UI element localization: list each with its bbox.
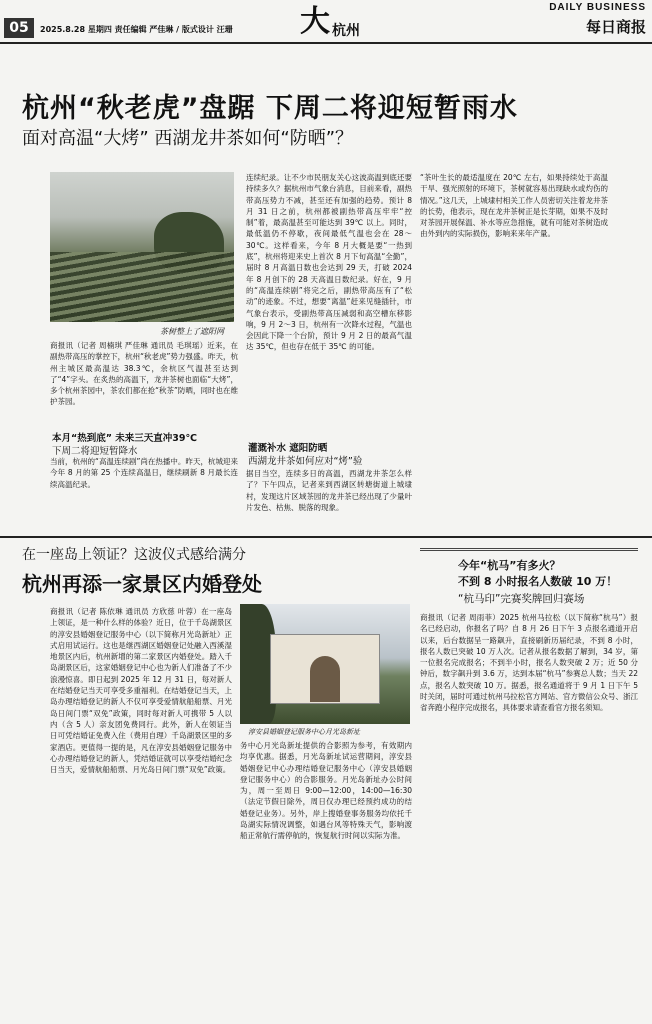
- brand-english: DAILY BUSINESS: [549, 2, 646, 13]
- article1-col1-subtitle1: 本月“热到底” 未来三天直冲39℃: [52, 433, 198, 444]
- masthead: [0, 0, 652, 44]
- marathon-article-text: 商报讯（记者 周雨菲）2025 杭州马拉松（以下简称“杭马”）报名已经启动，你报名了吗？自 8 月 26 日下午 3 点报名通道开启以来，后台数据呈一路飙升，直接刷新历届纪录，不到 8 小时，报名人数已突破 10 万人次。记者从报名数据了解到，34 岁，第一位报名完成报名；不到半小时，报名人数突破 2 万；近 50 分钟后，数字飙升到 3.6 万，达到本届“杭马”参赛总人数；当天 22 点，报名人数突破 10 万。据悉，报名通道将于 9 月 1 日下午 5 时关闭，届时可通过杭州马拉松官方网站、官方微信公众号、浙江省奔跑小程序完成报名，具体要求请查看官方报名须知。: [420, 613, 638, 713]
- marathon-line1: 今年“杭马”有多火？: [458, 559, 561, 572]
- article1-col1-text: 商报讯（记者 周楠琪 严佳琳 通讯员 毛琪瑶）近来，在副热带高压的掌控下，杭州“秋老虎”势力强盛。昨天，杭州主城区最高温达 38.3℃，余杭区气温甚至达到了“4”字头。在炙热的高温下，龙井茶树也面临“大烤”，多个杭州茶园中，茶农们都在抢“秋茶”防晒，同时也在维护茶园。: [50, 341, 238, 407]
- marathon-line2: 不到 8 小时报名人数破 10 万！: [458, 575, 618, 588]
- marriage-registry-photo: [240, 604, 410, 724]
- article2-photo-caption: 淳安县婚姻登记服务中心月光岛新址: [248, 728, 360, 736]
- issue-meta: 2025.8.28 星期四 责任编辑 严佳琳 / 版式设计 汪珊: [40, 25, 233, 34]
- marathon-line3: “杭马印”完赛奖牌回归赛场: [458, 593, 585, 605]
- tea-field-photo: [50, 172, 234, 322]
- article1-col2-subtitle2: 西湖龙井茶如何应对“烤”验: [248, 456, 363, 467]
- article1-col3-text: “茶叶生长的最适温度在 20℃ 左右，如果持续处于高温干旱、强光照射的环境下，茶树就容易出现缺水或灼伤的情况。”这几天，上城埭村相关工作人员密切关注着龙井茶的长势，他表示，现在龙井茶树正是长芽期，如果不及时对茶园开展保温、补水等应急措施，就有可能对茶树造成由外到内的实际损伤，影响来来年产量。: [420, 173, 608, 239]
- article1-col2-text: 连续纪录。让不少市民朋友关心这波高温到底还要持续多久？据杭州市气象台消息，目前来看，副热带高压势力不减，甚至还有加强的趋势。预计 8 月 31 日之前，杭州都被副热带高压牢牢“控制”着，最高温甚至可能达到 39℃ 以上。同时，最低温仍不停歇，夜间最低气温也会在 28～30℃。这样看来，今年 8 月大概是要“一热到底”，杭州将迎来史上首次 8 月下旬高温“全勤”，届时 8 月高温日数也会达到 29 天，打破 2024 年 8 月创下的 28 天高温日数纪录。好在，9 月的“高温连续剧”将完之后，副热带高压有了“松动”的迹象。不过，想要“离温”赶来见缝插针，市气象台表示，受副热带高压减弱和高空槽东移影响，9 月 2～3 日，杭州有一次降水过程，气温也会因此下降一个台阶，预计 9 月 2 日的最高气温达 35℃，但也存在低于 35℃ 的可能。: [246, 173, 412, 352]
- article2-col2-text: 务中心月光岛新址提供的合影照为参考，有效期内均享优惠。据悉，月光岛新址试运营期间，淳安县婚姻登记中心办理结婚登记服务中心（淳安县婚姻登记服务中心）的合影服务。月光岛新址办公时间为，周一至周日 9:00—12:00，14:00—16:30（法定节假日除外，周日仅办理已经预约成功的结婚登记业务）。另外，岸上搜婚登事务服务均依托千岛湖实际情况调整，如遇台风等特殊天气，影响渡船正常航行需停航的，恢复航行时间以实际为准。: [240, 741, 412, 841]
- article1-col2-text2: 据目当空，连续多日的高温，西湖龙井茶怎么样了？下午四点，记者来到西湖区转塘街道上城埭村，发现这片区域茶园的龙井茶已经出现了少量叶片发色、枯焦、脱落的现象。: [246, 469, 412, 512]
- marathon-headline-box: [420, 548, 638, 610]
- article2-kicker: 在一座岛上领证？这波仪式感给满分: [22, 547, 246, 563]
- article2-headline: 杭州再添一家景区内婚登处: [22, 572, 262, 596]
- article1-col1-text2: 当前，杭州的“高温连续剧”尚在热播中。昨天，杭城迎来今年 8 月的第 25 个连续高温日，继续刷新 8 月最长连续高温纪录。: [50, 457, 238, 489]
- brand-chinese: 每日商报: [585, 18, 646, 36]
- article1-photo-caption: 茶树整上了遮阳网: [160, 327, 224, 336]
- page-number: 05: [4, 18, 34, 38]
- section-logo-city: 杭州: [332, 23, 360, 39]
- section-logo-char: 大: [300, 4, 330, 39]
- article1-col2-subtitle1: 灌溉补水 遮阳防晒: [248, 443, 328, 454]
- article1-subhead: 面对高温“大烤” 西湖龙井茶如何“防晒”？: [22, 128, 354, 149]
- article1-headline: 杭州“秋老虎”盘踞 下周二将迎短暂雨水: [22, 93, 518, 124]
- photo2-arch: [310, 656, 340, 702]
- section-divider: [0, 536, 652, 538]
- photo-tea-rows: [50, 252, 234, 322]
- article2-col1-text: 商报讯（记者 陈依琳 通讯员 方欣慈 叶蓉）在一座岛上领证，是一种什么样的体验？近日，位于千岛湖景区的淳安县婚姻登记服务中心（以下简称月光岛新址）正式启用试运行。这也是继西湖区婚姻登记处融入西溪湿地景区内后，杭州新增的第二家景区内婚登处。踏入千岛湖景区后，这家婚姻登记中心也为新人们准备了不少浪漫惊喜。即日起到 2025 年 12 月 31 日，每对新人在结婚登记当天可享受多重福利。在结婚登记当天，上岛办理结婚登记的新人不仅可享受爱情航船船票、月光岛日间门票“双免”政策，同时每对新人可携带 5 人以内（含 5 人）亲友团免费同行。此外，新人在领证当日可凭结婚证免费入住（费用自理）千岛湖景区里的多家酒店。更值得一提的是，凡在淳安县婚姻登记服务中心办理结婚登记的新人，凭结婚证就可以享受结婚纪念日当天，爱情航船船票、月光岛日间门票“双免”政策。: [50, 607, 232, 775]
- article1-col1-subtitle2: 下周二将迎短暂降水: [52, 446, 138, 457]
